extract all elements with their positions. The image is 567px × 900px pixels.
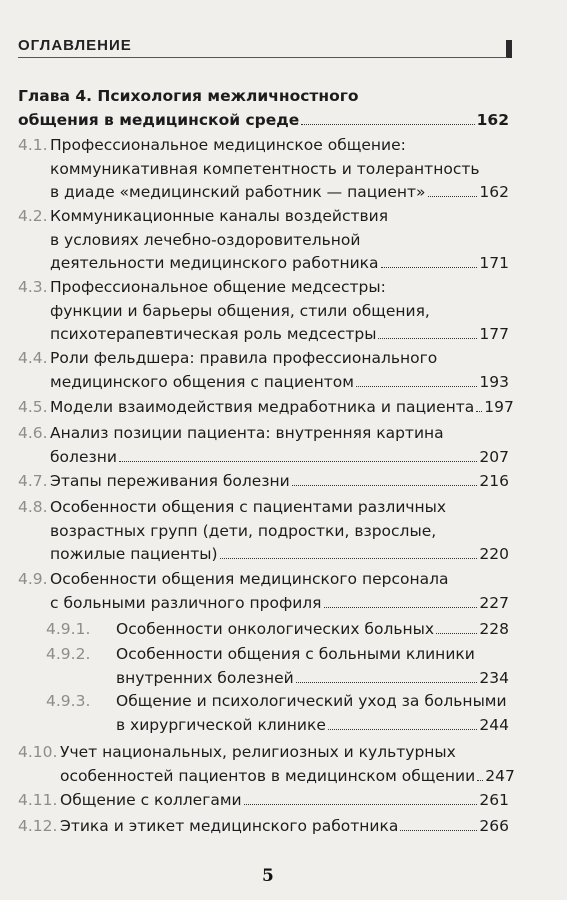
- toc-entry-text-line: в хирургической клинике: [116, 715, 326, 734]
- toc-entry-text-line: пожилые пациенты): [50, 545, 218, 563]
- toc-page-number[interactable]: 228: [479, 620, 509, 638]
- toc-entry-number: 4.9.3.: [46, 692, 91, 710]
- toc-entry: [18, 789, 509, 813]
- toc-entry: [18, 496, 509, 567]
- dot-leader: [296, 682, 478, 683]
- toc-entry-text-line: Особенности общения медицинского персонала: [50, 570, 449, 588]
- toc-page-number[interactable]: 162: [479, 183, 509, 201]
- toc-entry-text-line: внутренних болезней: [116, 668, 294, 687]
- toc-entry-number: 4.5.: [18, 398, 48, 416]
- toc-page-number[interactable]: 207: [479, 447, 509, 466]
- toc-entry-text-line: Коммуникационные каналы воздействия: [50, 207, 389, 225]
- toc-page-number[interactable]: 162: [476, 110, 509, 129]
- toc-entry-text-line: возрастных групп (дети, подростки, взрослые,: [50, 521, 437, 540]
- toc-entry-number: 4.9.2.: [46, 645, 91, 663]
- toc-page-number[interactable]: 234: [479, 668, 509, 687]
- toc-entry-number: 4.8.: [18, 498, 48, 516]
- dot-leader: [436, 633, 477, 634]
- toc-entry-number: 4.4.: [18, 349, 48, 367]
- toc-entry-text-line: Этапы переживания болезни: [50, 472, 290, 490]
- toc-entry-number: 4.2.: [18, 207, 48, 225]
- toc-entry: [18, 276, 509, 347]
- toc-entry-text-line: Модели взаимодействия медработника и пациента: [50, 398, 475, 416]
- toc-entry-number: 4.12.: [18, 817, 58, 835]
- dot-leader: [324, 607, 478, 608]
- toc-entry-text-line: Анализ позиции пациента: внутренняя картина: [50, 424, 444, 442]
- toc-entry-text-line: в диаде «медицинский работник — пациент»: [50, 183, 426, 201]
- toc-entry-text-line: коммуникативная компетентность и толерантность: [50, 159, 480, 178]
- dot-leader: [356, 386, 477, 387]
- dot-leader: [477, 780, 483, 781]
- toc-entry-text-line: Особенности общения с пациентами различных: [50, 498, 447, 516]
- toc-entry-text-line: деятельности медицинского работника: [50, 254, 379, 272]
- toc-page-number[interactable]: 266: [479, 817, 509, 835]
- toc-page-number[interactable]: 244: [479, 715, 509, 734]
- dot-leader: [400, 830, 477, 831]
- toc-entry: [18, 815, 509, 839]
- toc-entry-number: 4.9.1.: [46, 620, 91, 638]
- toc-entry-number: 4.6.: [18, 424, 48, 442]
- toc-entry: [18, 396, 514, 420]
- toc-entry-text-line: Учет национальных, религиозных и культурных: [60, 743, 456, 761]
- toc-chapter-heading: [18, 85, 509, 132]
- toc-page-number[interactable]: 261: [479, 791, 509, 809]
- header-marker: [506, 40, 512, 58]
- toc-page-number[interactable]: 177: [479, 325, 509, 343]
- toc-entry: [18, 690, 509, 737]
- dot-leader: [476, 411, 482, 412]
- dot-leader: [381, 267, 478, 268]
- toc-page-number[interactable]: 171: [479, 254, 509, 272]
- toc-entry-number: 4.9.: [18, 570, 48, 588]
- toc-entry: [18, 741, 515, 788]
- toc-entry-text-line: функции и барьеры общения, стили общения,: [50, 301, 430, 320]
- toc-entry-text-line: Этика и этикет медицинского работника: [60, 817, 399, 835]
- dot-leader: [328, 729, 478, 730]
- toc-page-number[interactable]: 216: [479, 472, 509, 490]
- toc-entry: [18, 347, 509, 394]
- toc-entry-text-line: Общение и психологический уход за больными: [116, 692, 507, 710]
- toc-page-number[interactable]: 193: [479, 372, 509, 391]
- toc-page-number[interactable]: 227: [479, 593, 509, 612]
- page-number: 5: [262, 866, 274, 886]
- toc-entry-number: 4.1.: [18, 136, 48, 154]
- toc-entry: [18, 205, 509, 276]
- toc-entry-text-line: Особенности общения с больными клиники: [116, 645, 475, 663]
- toc-entry-text-line: Роли фельдшера: правила профессионального: [50, 349, 438, 367]
- toc-entry-text-line: особенностей пациентов в медицинском общении: [60, 766, 476, 785]
- dot-leader: [292, 485, 478, 486]
- toc-entry-text-line: Общение с коллегами: [60, 791, 242, 809]
- toc-entry-text-line: Особенности онкологических больных: [116, 620, 435, 638]
- dot-leader: [220, 558, 478, 559]
- toc-entry-text-line: Профессиональное общение медсестры:: [50, 278, 386, 296]
- toc-entry: [18, 470, 509, 494]
- toc-entry-text-line: Глава 4. Психология межличностного: [18, 87, 359, 105]
- toc-entry: [18, 422, 509, 469]
- toc-page-number[interactable]: 197: [484, 398, 514, 416]
- toc-entry: [18, 568, 509, 615]
- toc-entry-text-line: болезни: [50, 447, 117, 466]
- toc-entry: [18, 134, 509, 205]
- toc-entry: [18, 618, 509, 642]
- toc-entry-text-line: общения в медицинской среде: [18, 110, 300, 129]
- toc-entry-text-line: психотерапевтическая роль медсестры: [50, 325, 377, 343]
- dot-leader: [428, 196, 478, 197]
- toc-entry-number: 4.11.: [18, 791, 58, 809]
- toc-page-number[interactable]: 220: [479, 545, 509, 563]
- header-divider: [18, 57, 507, 58]
- toc-entry-text-line: Профессиональное медицинское общение:: [50, 136, 406, 154]
- toc-entry-number: 4.10.: [18, 743, 58, 761]
- toc-entry-number: 4.7.: [18, 472, 48, 490]
- toc-entry-text-line: с больными различного профиля: [50, 593, 322, 612]
- dot-leader: [301, 124, 474, 125]
- toc-entry-text-line: в условиях лечебно-оздоровительной: [50, 230, 361, 249]
- page-header-title: ОГЛАВЛЕНИЕ: [18, 37, 132, 54]
- toc-entry-number: 4.3.: [18, 278, 48, 296]
- toc-entry: [18, 643, 509, 690]
- toc-page-number[interactable]: 247: [485, 766, 515, 785]
- dot-leader: [119, 461, 477, 462]
- toc-entry-text-line: медицинского общения с пациентом: [50, 372, 354, 391]
- dot-leader: [378, 338, 477, 339]
- dot-leader: [244, 804, 478, 805]
